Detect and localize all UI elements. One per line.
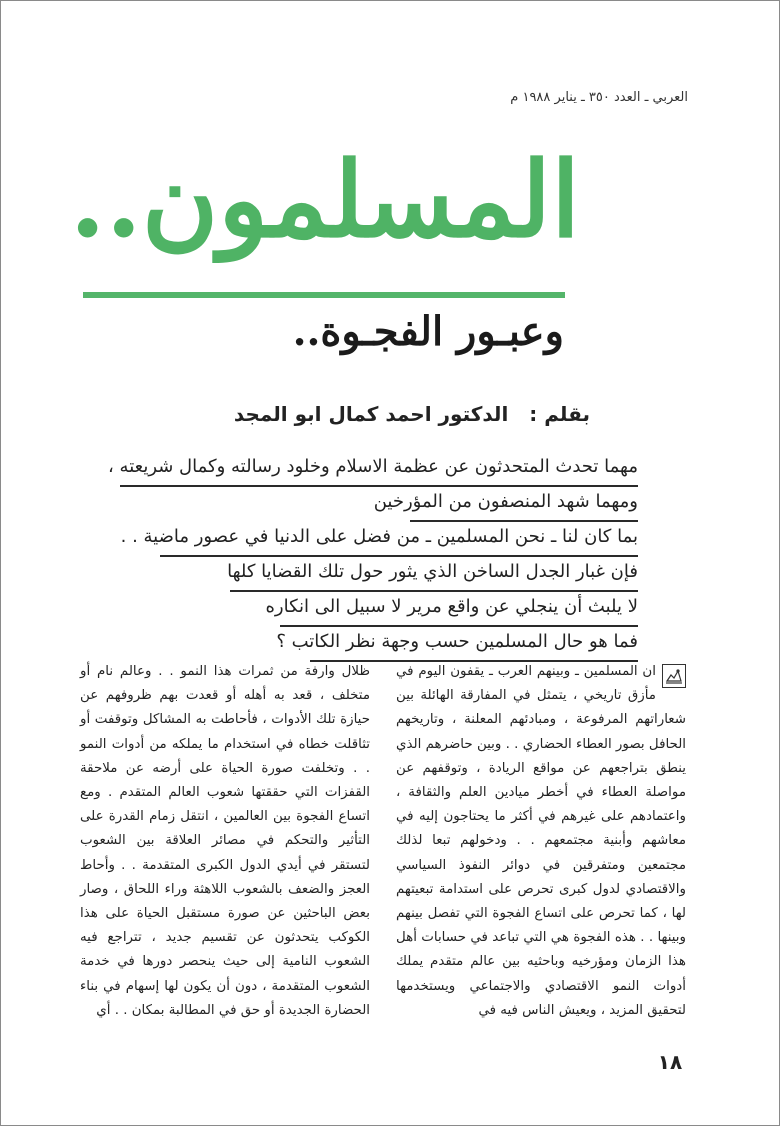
byline: [110, 402, 590, 426]
byline-author: الدكتور احمد كمال ابو المجد: [233, 402, 509, 426]
body-text-right: ان المسلمين ـ وبينهم العرب ـ يقفون اليوم في مأزق تاريخي ، يتمثل في المفارقة الهائلة بين شعاراتهم المرفوعة ، ومبادئهم المعلنة ، وتاريخهم الحافل بصور العطاء الحضاري . . وبين حاضرهم الذي ينطق بتراجعهم عن مواقع الريادة ، وتوقفهم عن مواصلة العطاء في أخطر ميادين العلم والثقافة ، واعتمادهم على غيرهم في أكثر ما يحتاجون إليه في معاشهم وأبنية مجتمعهم . . ودخولهم تبعا لذلك مجتمعين ومتفرقين في دوائر النفوذ السياسي والاقتصادي لدول كبرى تحرص على استدامة تبعيتهم لها ، كما تحرص على اتساع الفجوة التي تفصل بينهم وبينها . . هذه الفجوة هي التي تباعد في حسابات أهل هذا الزمان ومؤرخيه وباحثيه بين عالم متقدم يملك أدوات النمو الاقتصادي والاجتماعي ويستخدمها لتحقيق المزيد ، ويعيش الناس فيه في: [396, 664, 686, 1018]
ornament-icon: [662, 664, 686, 688]
intro-line: لا يلبث أن ينجلي عن واقع مرير لا سبيل الى انكاره: [280, 592, 638, 627]
intro-line: فما هو حال المسلمين حسب وجهة نظر الكاتب ؟: [310, 627, 638, 662]
article-title: المسلمون..: [69, 138, 580, 261]
page-number: ١٨: [657, 1050, 683, 1074]
intro-line: بما كان لنا ـ نحن المسلمين ـ من فضل على الدنيا في عصور ماضية . .: [160, 522, 638, 557]
body-text-left: ظلال وارفة من ثمرات هذا النمو . . وعالم نام أو متخلف ، قعد به أهله أو قعدت بهم ظروفهم عن حيازة تلك الأدوات ، فأحاطت به المشاكل وتوقفت أو تثاقلت خطاه في استخدام ما يملكه من أدوات النمو . . وتخلفت صورة الحياة على أرضه عن ملاحقة القفزات التي حققتها شعوب العالم المتقدم . ومع اتساع الفجوة بين العالمين ، انتقل زمام القدرة على التأثير والتحكم في مصائر العلاقة بين الشعوب لتستقر في أيدي الدول الكبرى المتقدمة . . وأحاط العجز والضعف بالشعوب اللاهثة وراء اللحاق ، وصار بعض الباحثين عن صورة مستقبل الحياة على هذا الكوكب يتحدثون عن تقسيم جديد ، تتراجع فيه الشعوب النامية إلى حيث ينحصر دورها في خدمة الشعوب المتقدمة ، دون أن يكون لها إسهام في بناء الحضارة الجديدة أو حق في المطالبة بمكان . . أي: [80, 664, 370, 1018]
intro-line: مهما تحدث المتحدثون عن عظمة الاسلام وخلود رسالته وكمال شريعته ،: [120, 452, 638, 487]
body-column-right: [396, 660, 686, 1023]
body-column-left: [80, 660, 370, 1023]
issue-line: العربي ـ العدد ٣٥٠ ـ يناير ١٩٨٨ م: [510, 90, 688, 105]
title-underline: [83, 292, 565, 298]
article-subtitle: وعبـور الفجـوة..: [292, 308, 564, 355]
intro-block: [108, 452, 638, 662]
intro-line: ومهما شهد المنصفون من المؤرخين: [410, 487, 638, 522]
intro-line: فإن غبار الجدل الساخن الذي يثور حول تلك القضايا كلها: [230, 557, 638, 592]
byline-prefix: بقلم :: [529, 402, 590, 426]
